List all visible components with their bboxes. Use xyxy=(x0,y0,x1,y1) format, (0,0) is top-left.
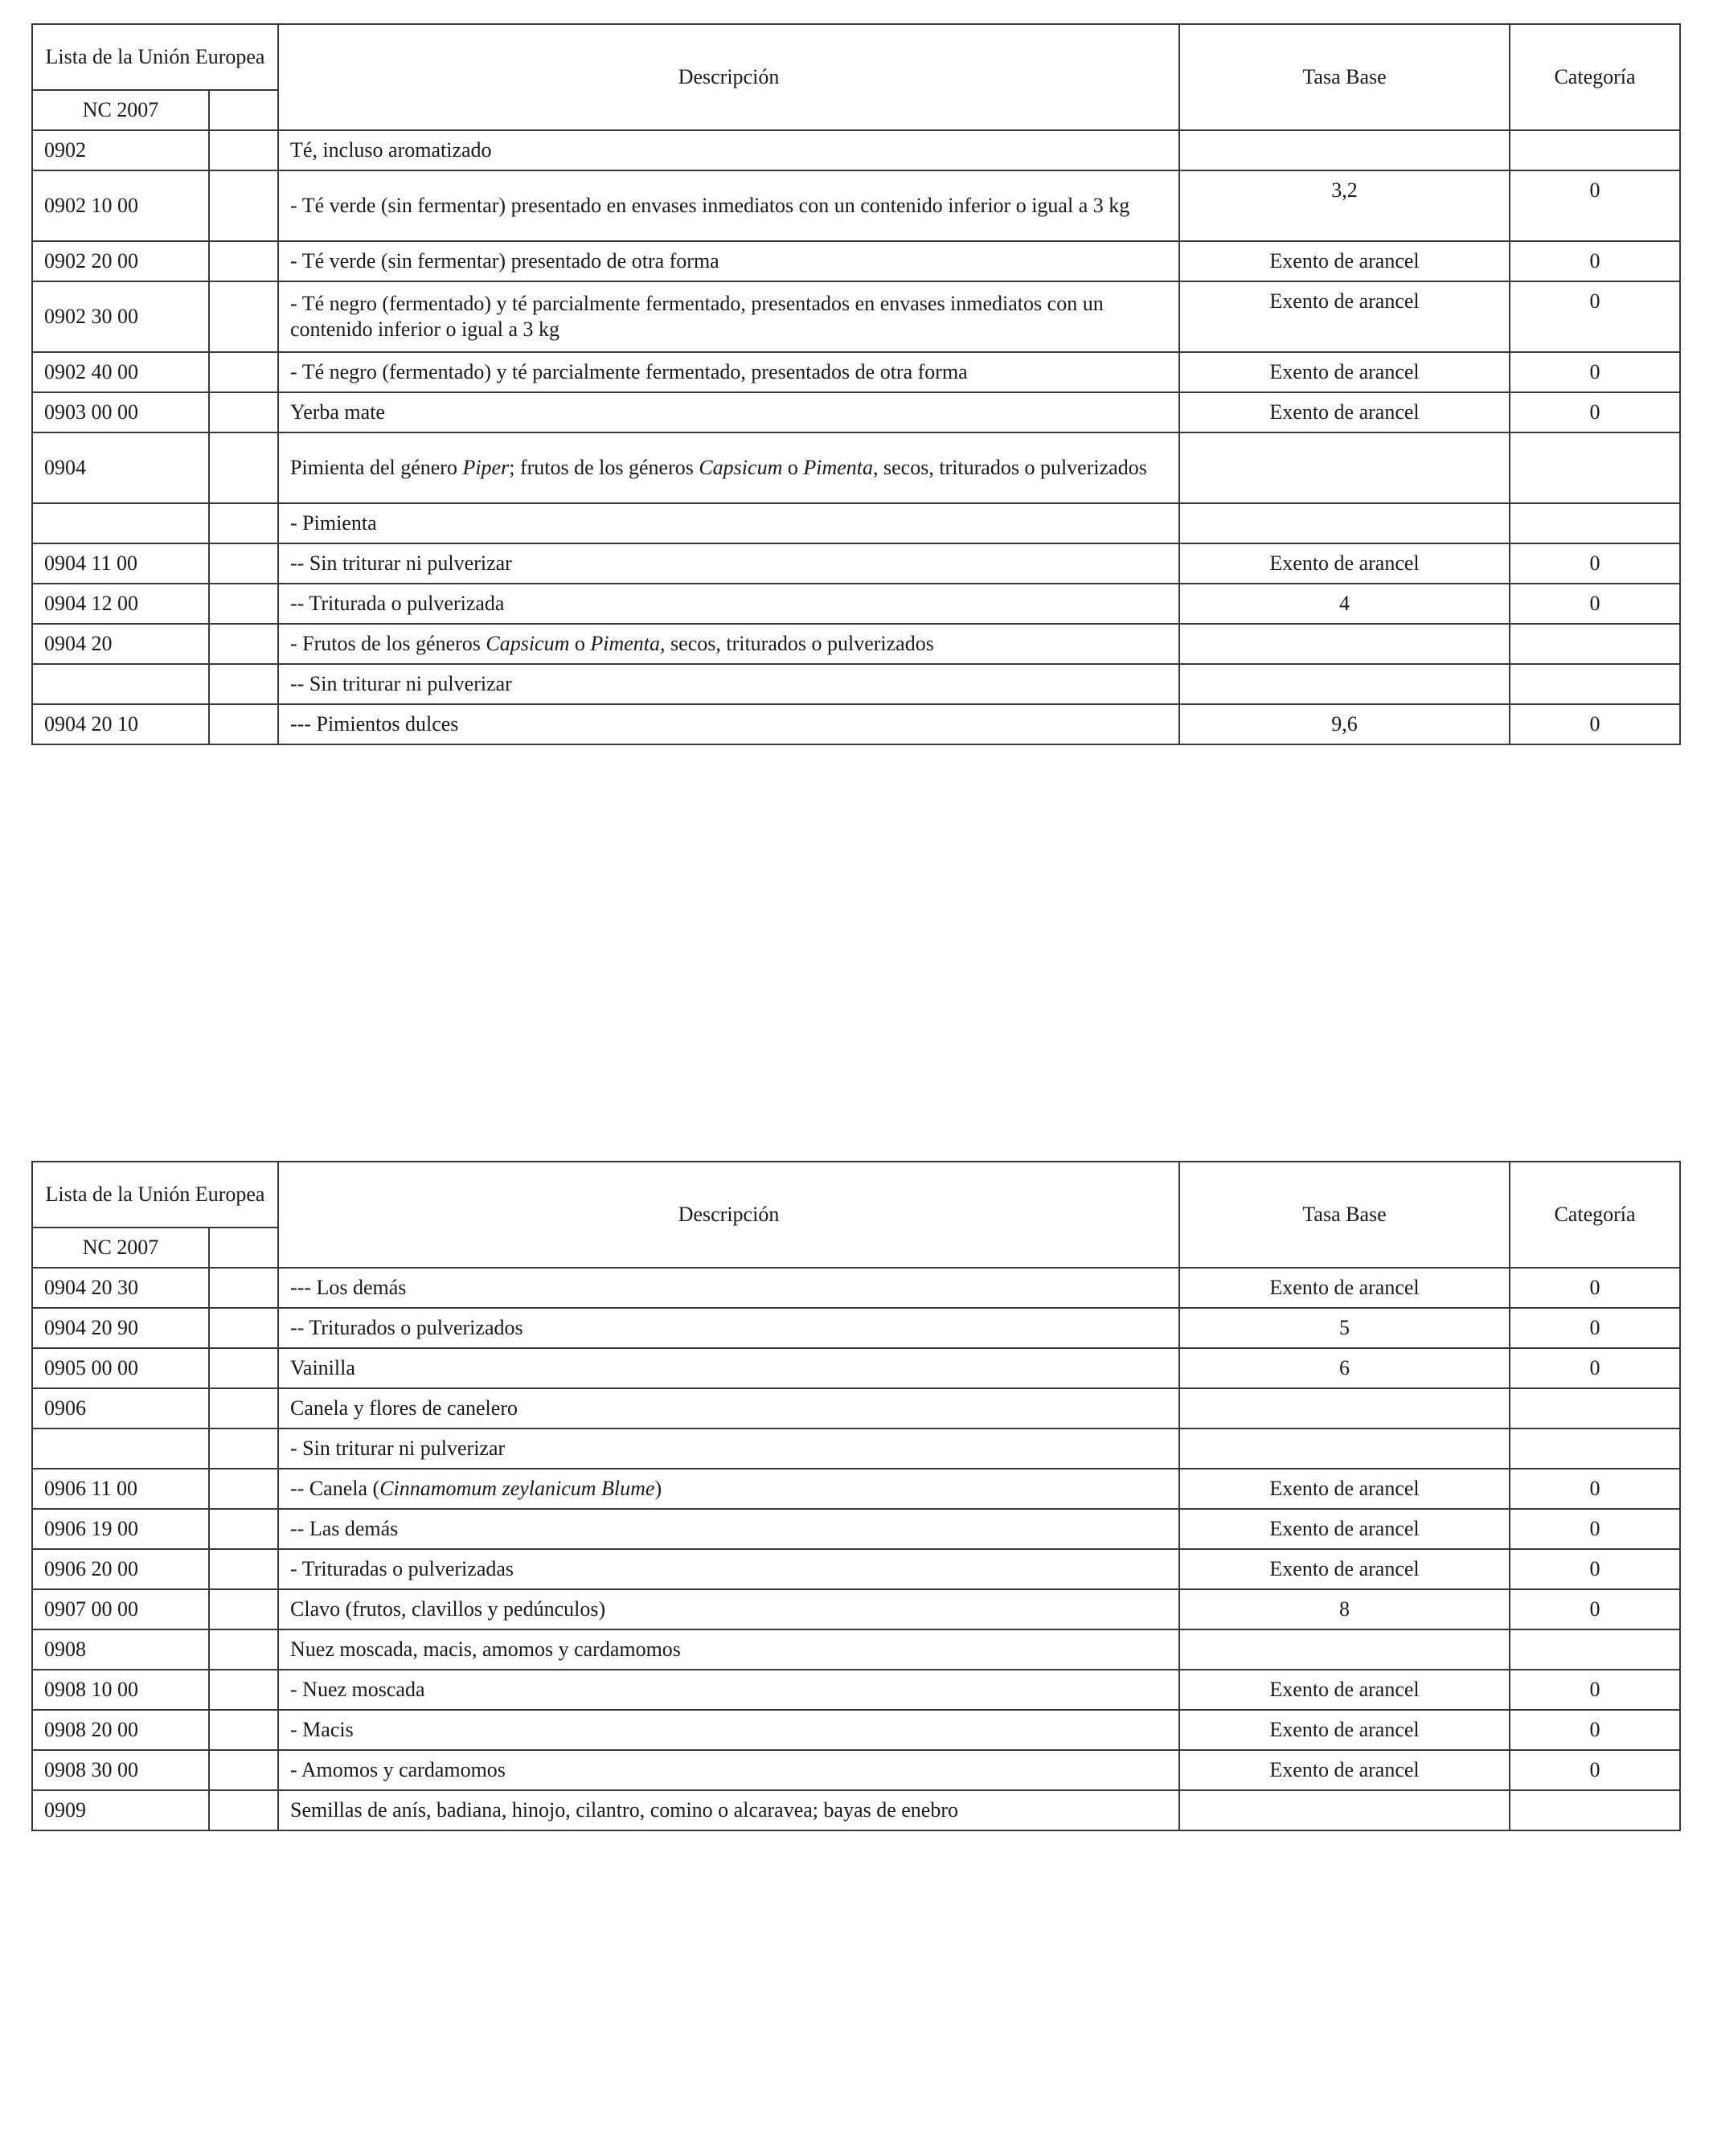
table-row xyxy=(32,1268,1680,1308)
category-cell xyxy=(1510,624,1680,664)
nc-code-cell: 0908 xyxy=(32,1629,209,1670)
spacer-cell xyxy=(209,1670,278,1710)
table-row xyxy=(32,584,1680,624)
description-cell xyxy=(278,130,1179,170)
category-cell: 0 xyxy=(1510,704,1680,744)
description-cell xyxy=(278,1268,1179,1308)
table-row xyxy=(32,1750,1680,1790)
description-cell xyxy=(278,584,1179,624)
description-text: , secos, triturados o pulverizados xyxy=(660,632,934,655)
spacer-cell xyxy=(209,584,278,624)
description-cell xyxy=(278,1589,1179,1629)
description-text: ; frutos de los géneros xyxy=(509,456,699,479)
description-text: - Amomos y cardamomos xyxy=(290,1758,506,1781)
base-rate-cell xyxy=(1179,1629,1510,1670)
nc-code-cell: 0904 20 30 xyxy=(32,1268,209,1308)
base-rate-cell: Exento de arancel xyxy=(1179,543,1510,584)
description-text: - Pimienta xyxy=(290,511,377,535)
description-text: -- Triturada o pulverizada xyxy=(290,592,505,615)
description-cell xyxy=(278,1790,1179,1830)
description-cell xyxy=(278,1750,1179,1790)
nc-code-cell: 0902 20 00 xyxy=(32,241,209,281)
header-empty-cell xyxy=(209,90,278,130)
description-text: - Té negro (fermentado) y té parcialmente fermentado, presentados en envases inmediatos con un contenido inferior o igual a 3 kg xyxy=(290,292,1104,341)
category-cell xyxy=(1510,1790,1680,1830)
category-cell: 0 xyxy=(1510,241,1680,281)
description-italic: Capsicum xyxy=(486,632,570,655)
nc-code-cell: 0904 20 90 xyxy=(32,1308,209,1348)
category-cell: 0 xyxy=(1510,1469,1680,1509)
table-row xyxy=(32,543,1680,584)
description-text: - Sin triturar ni pulverizar xyxy=(290,1437,506,1460)
description-text: -- Sin triturar ni pulverizar xyxy=(290,551,512,575)
spacer-cell xyxy=(209,352,278,392)
base-rate-cell: Exento de arancel xyxy=(1179,1750,1510,1790)
nc-code-cell: 0902 xyxy=(32,130,209,170)
description-text: ) xyxy=(654,1477,662,1500)
base-rate-cell xyxy=(1179,624,1510,664)
description-text: Canela y flores de canelero xyxy=(290,1396,518,1420)
category-cell: 0 xyxy=(1510,584,1680,624)
table-row xyxy=(32,1549,1680,1589)
description-cell xyxy=(278,1428,1179,1469)
category-cell: 0 xyxy=(1510,1308,1680,1348)
category-cell: 0 xyxy=(1510,281,1680,352)
description-text: o xyxy=(569,632,591,655)
spacer-cell xyxy=(209,543,278,584)
nc-code-cell: 0906 xyxy=(32,1388,209,1428)
nc-code-cell: 0907 00 00 xyxy=(32,1589,209,1629)
nc-code-cell: 0904 11 00 xyxy=(32,543,209,584)
nc-code-cell: 0908 20 00 xyxy=(32,1710,209,1750)
header-nc-2007: NC 2007 xyxy=(32,1228,209,1268)
description-cell xyxy=(278,1710,1179,1750)
spacer-cell xyxy=(209,1629,278,1670)
table-row xyxy=(32,664,1680,704)
description-cell xyxy=(278,1308,1179,1348)
description-italic: Pimenta xyxy=(803,456,873,479)
nc-code-cell: 0902 10 00 xyxy=(32,170,209,241)
category-cell: 0 xyxy=(1510,1670,1680,1710)
base-rate-cell xyxy=(1179,664,1510,704)
nc-code-cell: 0906 19 00 xyxy=(32,1509,209,1549)
base-rate-cell: Exento de arancel xyxy=(1179,1469,1510,1509)
category-cell xyxy=(1510,503,1680,543)
table-row xyxy=(32,1388,1680,1428)
spacer-cell xyxy=(209,432,278,503)
category-cell xyxy=(1510,664,1680,704)
description-cell xyxy=(278,624,1179,664)
base-rate-cell: 4 xyxy=(1179,584,1510,624)
base-rate-cell xyxy=(1179,1790,1510,1830)
nc-code-cell: 0904 12 00 xyxy=(32,584,209,624)
category-cell: 0 xyxy=(1510,1348,1680,1388)
category-cell xyxy=(1510,1388,1680,1428)
description-cell xyxy=(278,543,1179,584)
table-row xyxy=(32,624,1680,664)
nc-code-cell: 0908 10 00 xyxy=(32,1670,209,1710)
base-rate-cell: 3,2 xyxy=(1179,170,1510,241)
category-cell: 0 xyxy=(1510,1589,1680,1629)
nc-code-cell: 0904 20 10 xyxy=(32,704,209,744)
description-cell xyxy=(278,281,1179,352)
header-row xyxy=(32,24,1680,90)
category-cell xyxy=(1510,130,1680,170)
description-cell xyxy=(278,352,1179,392)
header-eu-list: Lista de la Unión Europea xyxy=(32,1162,278,1228)
description-cell xyxy=(278,392,1179,432)
description-text: - Macis xyxy=(290,1718,354,1741)
category-cell xyxy=(1510,1428,1680,1469)
base-rate-cell: 5 xyxy=(1179,1308,1510,1348)
table-row xyxy=(32,1469,1680,1509)
base-rate-cell: Exento de arancel xyxy=(1179,1710,1510,1750)
spacer-cell xyxy=(209,1750,278,1790)
header-description: Descripción xyxy=(278,1162,1179,1268)
nc-code-cell: 0905 00 00 xyxy=(32,1348,209,1388)
header-eu-list: Lista de la Unión Europea xyxy=(32,24,278,90)
spacer-cell xyxy=(209,503,278,543)
base-rate-cell: Exento de arancel xyxy=(1179,352,1510,392)
table-row xyxy=(32,130,1680,170)
tariff-table-2 xyxy=(31,1161,1681,1831)
spacer-cell xyxy=(209,1428,278,1469)
category-cell: 0 xyxy=(1510,1268,1680,1308)
description-text: - Té verde (sin fermentar) presentado en envases inmediatos con un contenido inferior o igual a 3 kg xyxy=(290,194,1130,217)
spacer-cell xyxy=(209,1268,278,1308)
table-row xyxy=(32,1670,1680,1710)
description-cell xyxy=(278,241,1179,281)
base-rate-cell: Exento de arancel xyxy=(1179,1268,1510,1308)
base-rate-cell: 8 xyxy=(1179,1589,1510,1629)
table-row xyxy=(32,1589,1680,1629)
nc-code-cell: 0902 40 00 xyxy=(32,352,209,392)
spacer-cell xyxy=(209,1308,278,1348)
table-row xyxy=(32,503,1680,543)
description-text: Yerba mate xyxy=(290,400,385,424)
description-cell xyxy=(278,1388,1179,1428)
spacer-cell xyxy=(209,1509,278,1549)
header-category: Categoría xyxy=(1510,24,1680,130)
category-cell: 0 xyxy=(1510,392,1680,432)
description-text: , secos, triturados o pulverizados xyxy=(873,456,1147,479)
spacer-cell xyxy=(209,1710,278,1750)
description-text: Pimienta del género xyxy=(290,456,463,479)
nc-code-cell: 0906 20 00 xyxy=(32,1549,209,1589)
table-row xyxy=(32,352,1680,392)
nc-code-cell: 0902 30 00 xyxy=(32,281,209,352)
spacer-cell xyxy=(209,170,278,241)
description-cell xyxy=(278,1348,1179,1388)
table-1-body xyxy=(32,24,1680,744)
spacer-cell xyxy=(209,281,278,352)
table-2-body xyxy=(32,1162,1680,1830)
nc-code-cell xyxy=(32,664,209,704)
description-text: - Frutos de los géneros xyxy=(290,632,486,655)
spacer-cell xyxy=(209,241,278,281)
spacer-cell xyxy=(209,664,278,704)
table-row xyxy=(32,1428,1680,1469)
description-cell xyxy=(278,1469,1179,1509)
description-text: - Trituradas o pulverizadas xyxy=(290,1557,514,1580)
spacer-cell xyxy=(209,1790,278,1830)
table-row xyxy=(32,1348,1680,1388)
category-cell: 0 xyxy=(1510,1710,1680,1750)
nc-code-cell: 0904 xyxy=(32,432,209,503)
header-row xyxy=(32,1162,1680,1228)
table-row xyxy=(32,170,1680,241)
base-rate-cell xyxy=(1179,1428,1510,1469)
spacer-cell xyxy=(209,1469,278,1509)
category-cell: 0 xyxy=(1510,1549,1680,1589)
base-rate-cell xyxy=(1179,130,1510,170)
table-row xyxy=(32,704,1680,744)
spacer-cell xyxy=(209,1348,278,1388)
description-cell xyxy=(278,503,1179,543)
header-base-rate: Tasa Base xyxy=(1179,1162,1510,1268)
base-rate-cell: Exento de arancel xyxy=(1179,241,1510,281)
header-category: Categoría xyxy=(1510,1162,1680,1268)
base-rate-cell: Exento de arancel xyxy=(1179,1549,1510,1589)
category-cell xyxy=(1510,432,1680,503)
description-cell xyxy=(278,664,1179,704)
description-cell xyxy=(278,704,1179,744)
description-text: Nuez moscada, macis, amomos y cardamomos xyxy=(290,1637,681,1661)
table-row xyxy=(32,1509,1680,1549)
description-text: Vainilla xyxy=(290,1356,355,1379)
nc-code-cell: 0904 20 xyxy=(32,624,209,664)
header-empty-cell xyxy=(209,1228,278,1268)
spacer-cell xyxy=(209,704,278,744)
category-cell: 0 xyxy=(1510,352,1680,392)
base-rate-cell: Exento de arancel xyxy=(1179,1509,1510,1549)
description-text: o xyxy=(782,456,804,479)
table-row xyxy=(32,1790,1680,1830)
spacer-cell xyxy=(209,624,278,664)
category-cell: 0 xyxy=(1510,543,1680,584)
table-row xyxy=(32,432,1680,503)
description-text: - Té verde (sin fermentar) presentado de otra forma xyxy=(290,249,719,273)
description-text: -- Sin triturar ni pulverizar xyxy=(290,672,512,695)
description-text: -- Triturados o pulverizados xyxy=(290,1316,523,1339)
description-cell xyxy=(278,170,1179,241)
description-italic: Cinnamomum zeylanicum Blume xyxy=(379,1477,655,1500)
table-row xyxy=(32,281,1680,352)
description-text: --- Los demás xyxy=(290,1276,407,1299)
tariff-table-1 xyxy=(31,23,1681,745)
spacer-cell xyxy=(209,130,278,170)
header-nc-2007: NC 2007 xyxy=(32,90,209,130)
nc-code-cell: 0908 30 00 xyxy=(32,1750,209,1790)
description-italic: Capsicum xyxy=(699,456,783,479)
category-cell: 0 xyxy=(1510,170,1680,241)
description-italic: Piper xyxy=(462,456,510,479)
spacer-cell xyxy=(209,1549,278,1589)
category-cell: 0 xyxy=(1510,1750,1680,1790)
description-cell xyxy=(278,1509,1179,1549)
table-row xyxy=(32,1308,1680,1348)
nc-code-cell xyxy=(32,503,209,543)
table-row xyxy=(32,241,1680,281)
base-rate-cell: Exento de arancel xyxy=(1179,281,1510,352)
description-text: Clavo (frutos, clavillos y pedúnculos) xyxy=(290,1597,606,1621)
description-cell xyxy=(278,432,1179,503)
nc-code-cell xyxy=(32,1428,209,1469)
spacer-cell xyxy=(209,1388,278,1428)
table-row xyxy=(32,392,1680,432)
nc-code-cell: 0903 00 00 xyxy=(32,392,209,432)
spacer-cell xyxy=(209,392,278,432)
base-rate-cell: Exento de arancel xyxy=(1179,392,1510,432)
nc-code-cell: 0909 xyxy=(32,1790,209,1830)
description-italic: Pimenta xyxy=(590,632,661,655)
description-cell xyxy=(278,1629,1179,1670)
description-text: - Té negro (fermentado) y té parcialmente fermentado, presentados de otra forma xyxy=(290,360,968,383)
category-cell xyxy=(1510,1629,1680,1670)
description-text: Semillas de anís, badiana, hinojo, cilantro, comino o alcaravea; bayas de enebro xyxy=(290,1798,958,1822)
header-base-rate: Tasa Base xyxy=(1179,24,1510,130)
base-rate-cell: 9,6 xyxy=(1179,704,1510,744)
nc-code-cell: 0906 11 00 xyxy=(32,1469,209,1509)
base-rate-cell: Exento de arancel xyxy=(1179,1670,1510,1710)
base-rate-cell: 6 xyxy=(1179,1348,1510,1388)
header-description: Descripción xyxy=(278,24,1179,130)
base-rate-cell xyxy=(1179,432,1510,503)
description-cell xyxy=(278,1549,1179,1589)
base-rate-cell xyxy=(1179,503,1510,543)
description-cell xyxy=(278,1670,1179,1710)
base-rate-cell xyxy=(1179,1388,1510,1428)
category-cell: 0 xyxy=(1510,1509,1680,1549)
description-text: - Nuez moscada xyxy=(290,1678,425,1701)
description-text: --- Pimientos dulces xyxy=(290,712,459,736)
table-row xyxy=(32,1710,1680,1750)
spacer-cell xyxy=(209,1589,278,1629)
description-text: Té, incluso aromatizado xyxy=(290,138,492,162)
description-text: -- Canela ( xyxy=(290,1477,380,1500)
description-text: -- Las demás xyxy=(290,1517,399,1540)
table-row xyxy=(32,1629,1680,1670)
